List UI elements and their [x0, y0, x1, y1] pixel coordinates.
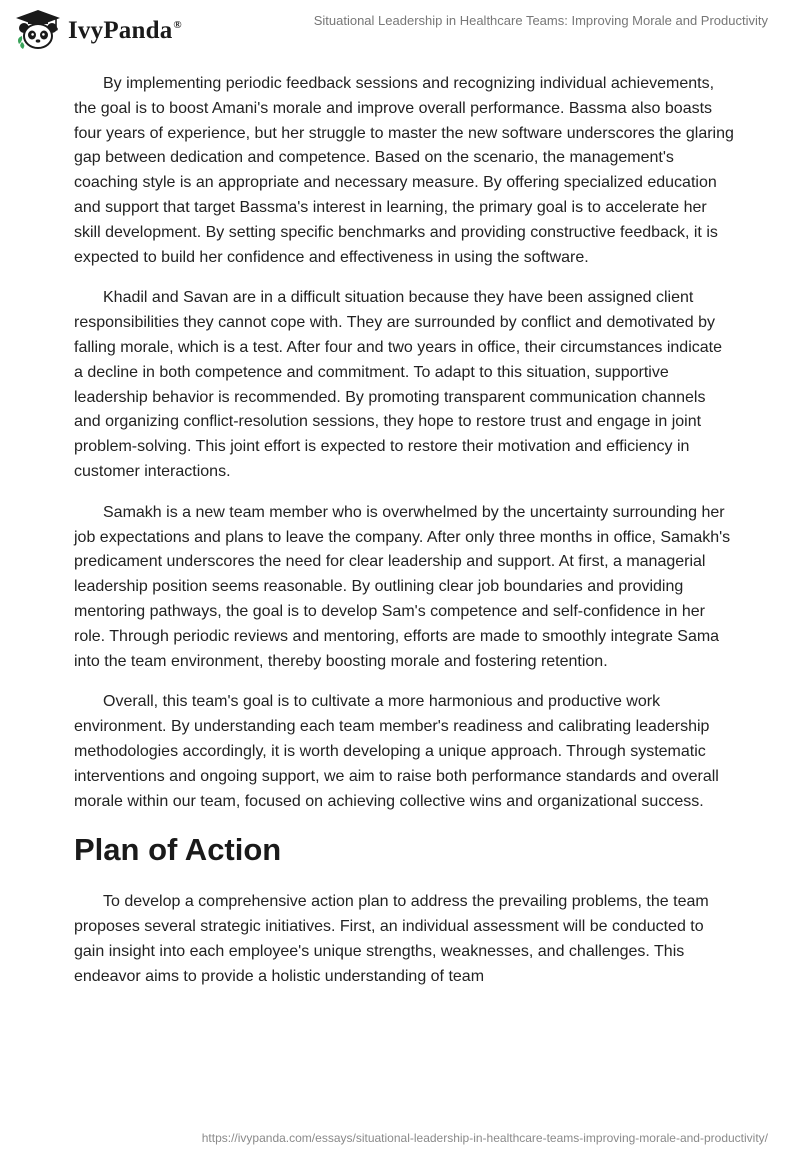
paragraph: By implementing periodic feedback sessions and recognizing individual achievements, the goal is to boost Amani's morale and improve overall performance. Bassma also boasts four years of experience, but her struggle to master the new software underscores the glaring gap between dedication and competence. Based on the scenario, the management's coaching style is an appropriate and necessary measure. By offering specialized education and support that target Bassma's interest in learning, the primary goal is to accelerate her skill development. By setting specific benchmarks and providing constructive feedback, it is expected to build her confidence and effectiveness in using the software.: [74, 75, 734, 266]
essay-body: [74, 72, 734, 1006]
section-heading: Plan of Action: [74, 832, 282, 868]
brand-name[interactable]: IvyPanda®: [68, 17, 182, 44]
source-url[interactable]: https://ivypanda.com/essays/situational-leadership-in-healthcare-teams-improving-morale-and-productivity/: [201, 1131, 768, 1145]
paragraph: Samakh is a new team member who is overwhelmed by the uncertainty surrounding her job expectations and plans to leave the company. After only three months in office, Samakh's predicament underscores the need for clear leadership and support. At first, a managerial leadership position seems reasonable. By outlining clear job boundaries and providing mentoring pathways, the goal is to develop Sam's competence and self-confidence in her role. Through periodic reviews and mentoring, efforts are made to smoothly integrate Sama into the team environment, thereby boosting morale and fostering retention.: [74, 503, 731, 670]
document-title: Situational Leadership in Healthcare Teams: Improving Morale and Productivity: [313, 13, 768, 28]
paragraph: To develop a comprehensive action plan to address the prevailing problems, the team proposes several strategic initiatives. First, an individual assessment will be conducted to gain insight into each employee's unique strengths, weaknesses, and challenges. This endeavor aims to provide a holistic understanding of team: [74, 893, 709, 985]
page-header: [0, 0, 800, 56]
panda-graduate-logo-icon[interactable]: [14, 8, 62, 52]
paragraph: Khadil and Savan are in a difficult situation because they have been assigned client responsibilities they cannot cope with. They are surrounded by conflict and demotivated by falling morale, which is a test. After four and two years in office, their circumstances indicate a decline in both competence and commitment. To adapt to this situation, supportive leadership behavior is recommended. By promoting transparent communication channels and organizing conflict-resolution sessions, they hope to restore trust and engage in joint problem-solving. This joint effort is expected to restore their motivation and efficiency in customer interactions.: [74, 289, 722, 480]
paragraph: Overall, this team's goal is to cultivate a more harmonious and productive work environment. By understanding each team member's readiness and calibrating leadership methodologies accordingly, it is worth developing a unique approach. Through systematic interventions and ongoing support, we aim to raise both performance standards and overall morale within our team, focused on achieving collective wins and organizational success.: [74, 693, 719, 810]
